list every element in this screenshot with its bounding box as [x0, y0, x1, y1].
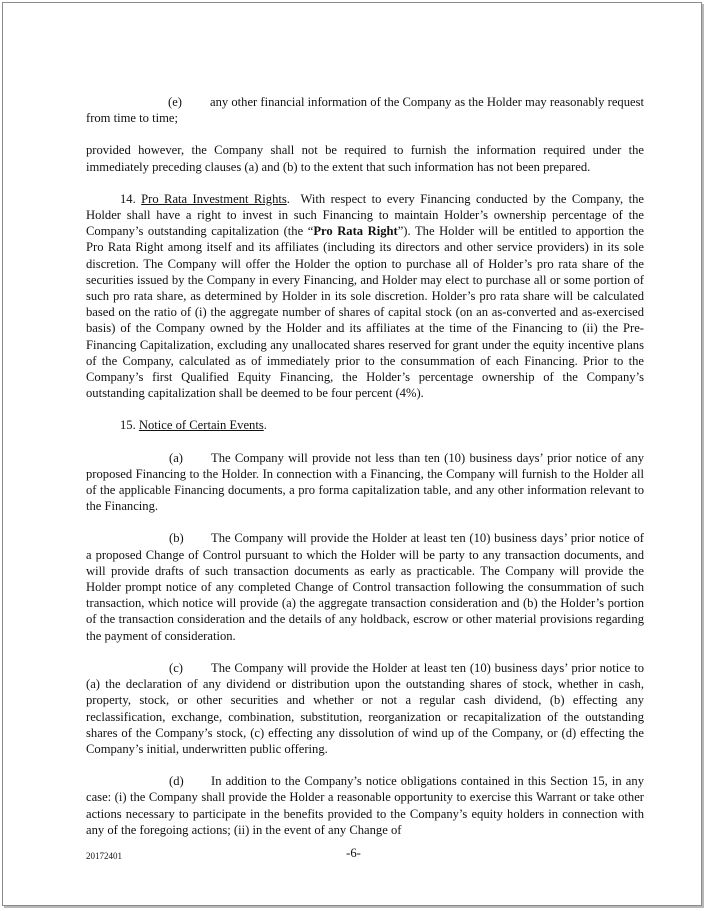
- section-15-paragraph-c: [86, 660, 644, 757]
- section-14-heading-end: .: [286, 191, 290, 206]
- footer-page-number: -6-: [346, 846, 361, 860]
- section-15-heading-line: [86, 417, 644, 433]
- document-body: [86, 94, 644, 838]
- section-15-paragraph-a: [86, 450, 644, 515]
- section-15-a-text: The Company will provide not less than ten (10) business days’ prior notice of any proposed Financing to the Holder. In connection with a Financing, the Company will furnish to the Holder all of the applicable Financing documents, a pro forma capitalization table, and any other information relevant to the Financing.: [86, 450, 644, 514]
- paragraph-e: [86, 94, 644, 126]
- section-15-heading: Notice of Certain Events: [138, 418, 264, 433]
- section-15-heading-end: .: [263, 418, 267, 433]
- section-14: [86, 191, 644, 402]
- section-15-b-marker: (b): [169, 531, 184, 546]
- section-14-text-b: ”). The Holder will be entitled to apportion the Pro Rata Right among itself and its affiliates (including its directors and other service providers) in its sole discretion. The Company will offer the Holder the option to purchase all of Holder’s pro rata share of the securities issued by the Company in every Financing, and Holder may elect to purchase all or some portion of such pro rata share, as determined by Holder in its sole discretion. Holder’s pro rata share will be calculated based on the ratio of (i) the aggregate number of shares of capital stock (on an as-converted and as-exercised basis) of the Company owned by the Holder and its affiliates at the time of the Financing to (ii) the Pre-Financing Capitalization, excluding any unallocated shares reserved for grant under the equity incentive plans of the Company, calculated as of immediately prior to the consummation of each Financing. Prior to the Company’s first Qualified Equity Financing, the Holder’s percentage ownership of the Company’s outstanding capitalization shall be deemed to be four percent (4%).: [86, 224, 644, 401]
- footer-document-id: 20172401: [86, 851, 122, 861]
- section-15-c-marker: (c): [169, 660, 183, 675]
- section-15-d-text: In addition to the Company’s notice obligations contained in this Section 15, in any case: (i) the Company shall provide the Holder a reasonable opportunity to exercise this Warrant or take other actions necessary to participate in the benefits provided to the Company’s equity holders in connection with any of the foregoing actions; (ii) in the event of any Change of: [86, 774, 644, 837]
- paragraph-e-text: any other financial information of the Company as the Holder may reasonably request from time to time;: [86, 95, 644, 126]
- section-14-number: 14.: [120, 191, 136, 206]
- section-15-number: 15.: [120, 418, 136, 433]
- section-15-d-marker: (d): [169, 774, 184, 789]
- section-15-a-marker: (a): [169, 450, 183, 465]
- paragraph-e-marker: (e): [168, 95, 182, 109]
- section-14-heading: Pro Rata Investment Rights: [141, 191, 287, 206]
- section-15-c-text: The Company will provide the Holder at least ten (10) business days’ prior notice to (a) the declaration of any dividend or distribution upon the outstanding shares of stock, whether in cash, property, stock, or other securities and whether or not a regular cash dividend, (b) effecting any reclassification, exchange, combination, substitution, reorganization or recapitalization of the outstanding shares of the Company’s stock, (c) effecting any dissolution of wind up of the Company, or (d) effecting the Company’s initial, underwritten public offering.: [86, 660, 644, 756]
- pro-rata-right-term: Pro Rata Right: [313, 224, 398, 239]
- section-15-paragraph-b: [86, 530, 644, 643]
- section-14-text-a: With respect to every Financing conducted by the Company, the Holder shall have a right to invest in such Financing to maintain Holder’s ownership percentage of the Company’s outstanding capitalization (the “: [86, 191, 644, 239]
- paragraph-provided-however: provided however, the Company shall not be required to furnish the information required under the immediately preceding clauses (a) and (b) to the extent that such information has not been prepared.: [86, 143, 644, 174]
- section-15-paragraph-d: [86, 773, 644, 838]
- section-15-b-text: The Company will provide the Holder at least ten (10) business days’ prior notice of a proposed Change of Control pursuant to which the Holder will be party to any transaction documents, and will provide drafts of such transaction documents as early as practicable. The Company will provide the Holder prompt notice of any completed Change of Control transaction following the consummation of such transaction, which notice will provide (a) the aggregate transaction consideration and (b) the Holder’s portion of the transaction consideration and the details of any holdback, escrow or other material provisions regarding the payment of consideration.: [86, 531, 644, 643]
